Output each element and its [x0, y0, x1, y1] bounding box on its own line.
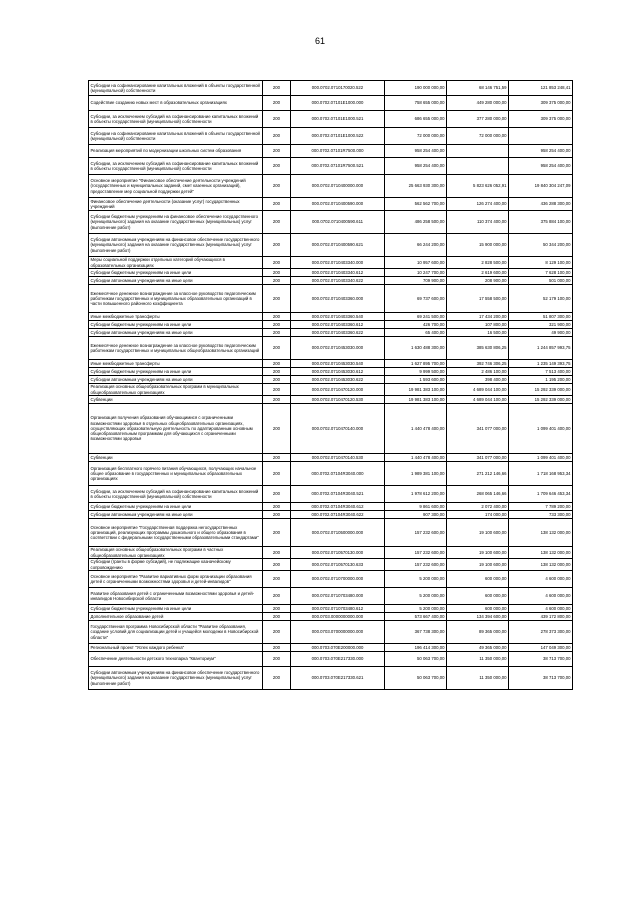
row-classification-cell: 000.0703.0000000000.000 [291, 613, 385, 621]
row-code-cell: 200 [263, 145, 291, 158]
row-classification-cell: 000.0702.07101Е1000.521 [291, 111, 385, 128]
row-unexecuted-amount-cell: 4 600 000,00 [509, 571, 573, 588]
row-code-cell: 200 [263, 621, 291, 644]
row-approved-amount-cell: 367 738 300,00 [385, 621, 447, 644]
row-executed-amount-cell: 11 350 000,00 [447, 667, 509, 690]
row-classification-cell: 000.0702.0710700000.000 [291, 571, 385, 588]
row-name-cell: Основное мероприятие "Финансовое обеспечение деятельности учреждений (государственных и муниципальных заданий, смет казенных организаций), предоставление мер социальной поддержки детей" [89, 175, 263, 198]
row-name-cell: Содействие созданию новых мест в образовательных организациях [89, 96, 263, 111]
row-approved-amount-cell: 10 957 600,00 [385, 257, 447, 269]
row-code-cell: 200 [263, 462, 291, 486]
row-unexecuted-amount-cell: 321 900,00 [509, 321, 573, 329]
row-unexecuted-amount-cell: 375 884 100,00 [509, 211, 573, 234]
row-unexecuted-amount-cell: 7 789 200,00 [509, 503, 573, 511]
row-name-cell: Организация получения образования обучающимися с ограниченными возможностями здоровья в отдельных общеобразовательных организациях, осуществляющих образовательную деятельность по адаптированным основным общеобразовательным программам для обучающихся с ограниченными возможностями здоровья [89, 404, 263, 454]
row-classification-cell: 000.0702.0710453030.612 [291, 368, 385, 376]
table-row [89, 605, 573, 613]
row-approved-amount-cell: 686 655 000,00 [385, 111, 447, 128]
row-code-cell: 200 [263, 211, 291, 234]
row-executed-amount-cell: 2 619 600,00 [447, 269, 509, 277]
row-code-cell: 200 [263, 667, 291, 690]
row-executed-amount-cell: 134 394 600,00 [447, 613, 509, 621]
row-executed-amount-cell: 16 500,00 [447, 329, 509, 337]
row-approved-amount-cell: 157 232 600,00 [385, 519, 447, 547]
row-unexecuted-amount-cell: 501 000,00 [509, 277, 573, 285]
row-approved-amount-cell: 573 667 400,00 [385, 613, 447, 621]
row-executed-amount-cell: 600 000,00 [447, 605, 509, 613]
row-executed-amount-cell: 49 365 000,00 [447, 644, 509, 652]
row-classification-cell: 000.0702.0710453030.622 [291, 376, 385, 384]
row-name-cell: Субсидии автономным учреждениям на иные цели [89, 376, 263, 384]
row-classification-cell: 000.0702.0710403340.000 [291, 257, 385, 269]
row-name-cell: Реализация мероприятий по модернизации школьных систем образования [89, 145, 263, 158]
row-classification-cell: 000.0702.07101Е1000.522 [291, 128, 385, 145]
row-approved-amount-cell: 426 700,00 [385, 321, 447, 329]
row-code-cell: 200 [263, 376, 291, 384]
row-executed-amount-cell: 17 434 200,00 [447, 313, 509, 321]
row-name-cell: Государственная программа Новосибирской области "Развитие образования, создание условий для социализации детей и учащейся молодежи в Новосибирской области" [89, 621, 263, 644]
row-name-cell: Субсидии бюджетным учреждениям на иные цели [89, 368, 263, 376]
row-approved-amount-cell: 1 627 895 700,00 [385, 360, 447, 368]
row-executed-amount-cell: 385 630 806,25 [447, 337, 509, 360]
table-row [89, 559, 573, 571]
row-code-cell: 200 [263, 285, 291, 313]
row-executed-amount-cell: 377 280 000,00 [447, 111, 509, 128]
row-name-cell: Региональный проект "Успех каждого ребенка" [89, 644, 263, 652]
row-executed-amount-cell: 341 077 000,00 [447, 454, 509, 462]
row-approved-amount-cell: 9 999 500,00 [385, 368, 447, 376]
row-executed-amount-cell: 19 100 600,00 [447, 547, 509, 559]
row-code-cell: 200 [263, 571, 291, 588]
row-executed-amount-cell: 19 100 600,00 [447, 559, 509, 571]
row-executed-amount-cell [447, 158, 509, 175]
row-code-cell: 200 [263, 96, 291, 111]
table-row [89, 588, 573, 605]
row-unexecuted-amount-cell: 51 807 300,00 [509, 313, 573, 321]
table-row [89, 404, 573, 454]
row-executed-amount-cell: 174 000,00 [447, 511, 509, 519]
table-row [89, 360, 573, 368]
table-row [89, 511, 573, 519]
table-row [89, 128, 573, 145]
row-classification-cell: 000.0702.07104R3040.612 [291, 503, 385, 511]
row-unexecuted-amount-cell: 1 244 857 993,75 [509, 337, 573, 360]
row-code-cell: 200 [263, 559, 291, 571]
table-row [89, 547, 573, 559]
table-row [89, 234, 573, 257]
row-unexecuted-amount-cell: 15 292 339 000,00 [509, 384, 573, 396]
row-executed-amount-cell: 600 000,00 [447, 571, 509, 588]
table-row [89, 313, 573, 321]
row-unexecuted-amount-cell: 1 235 149 393,75 [509, 360, 573, 368]
row-classification-cell: 000.0702.0710570130.000 [291, 547, 385, 559]
row-classification-cell: 000.0702.0710170020.522 [291, 81, 385, 96]
table-row [89, 158, 573, 175]
table-row [89, 621, 573, 644]
row-executed-amount-cell: 392 746 306,25 [447, 360, 509, 368]
row-unexecuted-amount-cell: 121 853 248,41 [509, 81, 573, 96]
row-code-cell: 200 [263, 128, 291, 145]
row-unexecuted-amount-cell: 7 628 100,00 [509, 269, 573, 277]
row-classification-cell: 000.0702.0710703480.000 [291, 588, 385, 605]
row-unexecuted-amount-cell: 958 254 400,00 [509, 158, 573, 175]
table-row [89, 111, 573, 128]
row-approved-amount-cell: 5 200 000,00 [385, 571, 447, 588]
row-classification-cell: 000.0702.0710403360.612 [291, 321, 385, 329]
row-approved-amount-cell: 5 200 000,00 [385, 605, 447, 613]
budget-table [88, 80, 573, 690]
row-code-cell: 200 [263, 396, 291, 404]
row-approved-amount-cell: 1 440 478 400,00 [385, 454, 447, 462]
row-name-cell: Реализация основных общеобразовательных программ в муниципальных общеобразовательных организациях [89, 384, 263, 396]
row-unexecuted-amount-cell: 4 600 000,00 [509, 605, 573, 613]
row-code-cell: 200 [263, 269, 291, 277]
row-unexecuted-amount-cell: 19 840 304 247,09 [509, 175, 573, 198]
row-name-cell: Субсидии (гранты в форме субсидий), не подлежащие казначейскому сопровождению [89, 559, 263, 571]
table-row [89, 613, 573, 621]
row-name-cell: Дополнительное образование детей [89, 613, 263, 621]
table-row [89, 269, 573, 277]
row-classification-cell: 000.0702.0710400590.611 [291, 211, 385, 234]
row-classification-cell: 000.0702.0710403360.622 [291, 329, 385, 337]
row-executed-amount-cell: 107 800,00 [447, 321, 509, 329]
row-name-cell: Субсидии автономным учреждениям на иные цели [89, 511, 263, 519]
row-approved-amount-cell: 1 630 488 300,00 [385, 337, 447, 360]
row-approved-amount-cell: 10 247 700,00 [385, 269, 447, 277]
row-unexecuted-amount-cell: 436 288 300,00 [509, 198, 573, 211]
row-classification-cell: 000.0702.07104R3040.521 [291, 486, 385, 503]
table-row [89, 257, 573, 269]
row-approved-amount-cell: 562 562 700,00 [385, 198, 447, 211]
row-name-cell: Субсидии бюджетным учреждениям на иные цели [89, 269, 263, 277]
row-name-cell: Субсидии автономным учреждениям на финансовое обеспечение государственного (муниципального) задания на оказание государственных (муниципальных) услуг (выполнение работ) [89, 234, 263, 257]
table-row [89, 644, 573, 652]
row-code-cell: 200 [263, 313, 291, 321]
table-row [89, 454, 573, 462]
row-executed-amount-cell: 2 072 400,00 [447, 503, 509, 511]
row-classification-cell: 000.0702.0710400590.621 [291, 234, 385, 257]
row-approved-amount-cell: 50 063 700,00 [385, 667, 447, 690]
row-unexecuted-amount-cell: 8 129 100,00 [509, 257, 573, 269]
row-name-cell: Субсидии, за исключением субсидий на софинансирование капитальных вложений в объекты государственной (муниципальной) собственности [89, 158, 263, 175]
table-row [89, 384, 573, 396]
row-name-cell: Иные межбюджетные трансферты [89, 360, 263, 368]
row-classification-cell: 000.0703.070Е200000.000 [291, 644, 385, 652]
row-unexecuted-amount-cell: 38 713 700,00 [509, 652, 573, 667]
row-code-cell: 200 [263, 644, 291, 652]
row-unexecuted-amount-cell: 7 513 400,00 [509, 368, 573, 376]
row-code-cell: 200 [263, 257, 291, 269]
row-executed-amount-cell: 15 900 000,00 [447, 234, 509, 257]
row-classification-cell: 000.0702.0710400590.000 [291, 198, 385, 211]
row-executed-amount-cell: 208 900,00 [447, 277, 509, 285]
table-row [89, 285, 573, 313]
row-code-cell: 200 [263, 360, 291, 368]
row-code-cell: 200 [263, 175, 291, 198]
row-approved-amount-cell: 69 737 600,00 [385, 285, 447, 313]
row-unexecuted-amount-cell: 138 132 000,00 [509, 519, 573, 547]
row-classification-cell: 000.0702.0710703480.612 [291, 605, 385, 613]
row-code-cell: 200 [263, 337, 291, 360]
row-name-cell: Субвенции [89, 454, 263, 462]
row-name-cell: Иные межбюджетные трансферты [89, 313, 263, 321]
row-executed-amount-cell: 271 212 146,66 [447, 462, 509, 486]
table-row [89, 337, 573, 360]
row-code-cell: 200 [263, 111, 291, 128]
row-approved-amount-cell: 157 232 600,00 [385, 559, 447, 571]
row-unexecuted-amount-cell: 38 713 700,00 [509, 667, 573, 690]
row-approved-amount-cell: 958 254 400,00 [385, 158, 447, 175]
row-executed-amount-cell: 110 374 400,00 [447, 211, 509, 234]
row-classification-cell: 000.0702.0710500000.000 [291, 519, 385, 547]
row-name-cell: Финансовое обеспечение деятельности (оказание услуг) государственных учреждений [89, 198, 263, 211]
row-unexecuted-amount-cell: 1 195 200,00 [509, 376, 573, 384]
row-unexecuted-amount-cell: 278 373 300,00 [509, 621, 573, 644]
row-unexecuted-amount-cell: 138 132 000,00 [509, 559, 573, 571]
row-code-cell: 200 [263, 158, 291, 175]
row-approved-amount-cell: 50 063 700,00 [385, 652, 447, 667]
table-row [89, 175, 573, 198]
row-code-cell: 200 [263, 486, 291, 503]
row-code-cell: 200 [263, 613, 291, 621]
row-unexecuted-amount-cell: 733 300,00 [509, 511, 573, 519]
row-classification-cell: 000.0702.0710453030.000 [291, 337, 385, 360]
row-unexecuted-amount-cell: 4 600 000,00 [509, 588, 573, 605]
row-executed-amount-cell: 11 350 000,00 [447, 652, 509, 667]
row-unexecuted-amount-cell: 439 172 800,00 [509, 613, 573, 621]
row-classification-cell: 000.0702.0710470120.530 [291, 396, 385, 404]
table-row [89, 145, 573, 158]
row-code-cell: 200 [263, 368, 291, 376]
row-code-cell: 200 [263, 519, 291, 547]
row-approved-amount-cell: 907 300,00 [385, 511, 447, 519]
row-name-cell: Субсидии бюджетным учреждениям на иные цели [89, 503, 263, 511]
page-number: 61 [314, 36, 325, 46]
row-approved-amount-cell: 958 254 400,00 [385, 145, 447, 158]
row-name-cell: Меры социальной поддержки отдельных категорий обучающихся в образовательных организациях [89, 257, 263, 269]
table-row [89, 81, 573, 96]
row-classification-cell: 000.0702.0710403360.000 [291, 285, 385, 313]
table-row [89, 462, 573, 486]
row-unexecuted-amount-cell: 52 179 100,00 [509, 285, 573, 313]
table-row [89, 321, 573, 329]
row-classification-cell: 000.0702.0710470140.000 [291, 404, 385, 454]
row-executed-amount-cell: 89 365 000,00 [447, 621, 509, 644]
row-unexecuted-amount-cell: 958 254 400,00 [509, 145, 573, 158]
row-executed-amount-cell: 398 400,00 [447, 376, 509, 384]
row-approved-amount-cell: 709 900,00 [385, 277, 447, 285]
row-code-cell: 200 [263, 198, 291, 211]
row-code-cell: 200 [263, 511, 291, 519]
row-code-cell: 200 [263, 588, 291, 605]
row-executed-amount-cell: 449 280 000,00 [447, 96, 509, 111]
row-unexecuted-amount-cell: 1 099 401 400,00 [509, 404, 573, 454]
row-unexecuted-amount-cell: 1 099 401 400,00 [509, 454, 573, 462]
row-name-cell: Субсидии автономным учреждениям на финансовое обеспечение государственного (муниципального) задания на оказание государственных (муниципальных) услуг (выполнение работ) [89, 667, 263, 690]
row-executed-amount-cell: 126 274 400,00 [447, 198, 509, 211]
row-executed-amount-cell: 72 000 000,00 [447, 128, 509, 145]
row-executed-amount-cell: 2 828 500,00 [447, 257, 509, 269]
row-unexecuted-amount-cell: 49 900,00 [509, 329, 573, 337]
table-row [89, 211, 573, 234]
row-approved-amount-cell: 1 440 478 400,00 [385, 404, 447, 454]
table-row [89, 486, 573, 503]
row-classification-cell: 000.0702.0710403340.622 [291, 277, 385, 285]
row-classification-cell: 000.0702.0710403360.540 [291, 313, 385, 321]
budget-table-body [89, 81, 573, 690]
row-executed-amount-cell: 4 689 044 100,00 [447, 396, 509, 404]
row-unexecuted-amount-cell [509, 128, 573, 145]
row-approved-amount-cell: 486 258 500,00 [385, 211, 447, 234]
row-code-cell: 200 [263, 234, 291, 257]
row-approved-amount-cell: 69 241 500,00 [385, 313, 447, 321]
row-approved-amount-cell: 190 000 000,00 [385, 81, 447, 96]
row-classification-cell: 000.0702.0710570130.633 [291, 559, 385, 571]
row-name-cell: Основное мероприятие "Развитие вариативных форм организации образования детей с ограниченными возможностями здоровья и детей-инвалидов" [89, 571, 263, 588]
row-approved-amount-cell: 1 978 612 200,00 [385, 486, 447, 503]
row-approved-amount-cell: 196 414 300,00 [385, 644, 447, 652]
row-code-cell: 200 [263, 547, 291, 559]
row-approved-amount-cell: 1 593 600,00 [385, 376, 447, 384]
table-row [89, 277, 573, 285]
row-name-cell: Субсидии автономным учреждениям на иные цели [89, 277, 263, 285]
row-name-cell: Ежемесячное денежное вознаграждение за классное руководство педагогическим работникам государственных и муниципальных образовательных организаций в части повышенного районного коэффициента [89, 285, 263, 313]
row-executed-amount-cell: 68 146 751,59 [447, 81, 509, 96]
row-classification-cell: 000.0702.07104R3040.622 [291, 511, 385, 519]
row-code-cell: 200 [263, 277, 291, 285]
row-classification-cell: 000.0703.070Е217330.621 [291, 667, 385, 690]
row-name-cell: Реализация основных общеобразовательных программ в частных общеобразовательных организациях [89, 547, 263, 559]
table-row [89, 198, 573, 211]
table-row [89, 571, 573, 588]
row-executed-amount-cell: 5 823 626 052,91 [447, 175, 509, 198]
row-classification-cell: 000.0703.070Е217330.000 [291, 652, 385, 667]
table-row [89, 96, 573, 111]
row-code-cell: 200 [263, 652, 291, 667]
table-row [89, 667, 573, 690]
row-classification-cell: 000.0703.0700000000.000 [291, 621, 385, 644]
row-executed-amount-cell: 2 486 100,00 [447, 368, 509, 376]
row-name-cell: Субсидии, за исключением субсидий на софинансирование капитальных вложений в объекты государственной (муниципальной) собственности [89, 111, 263, 128]
row-code-cell: 200 [263, 404, 291, 454]
row-name-cell: Основное мероприятие "Государственная поддержка негосударственных организаций, реализующих программы дошкольного и общего образования в соответствии с федеральными государственными образовательными стандартами" [89, 519, 263, 547]
row-executed-amount-cell [447, 145, 509, 158]
row-name-cell: Субсидии, за исключением субсидий на софинансирование капитальных вложений в объекты государственной (муниципальной) собственности [89, 486, 263, 503]
row-name-cell: Ежемесячное денежное вознаграждение за классное руководство педагогическим работникам государственных и муниципальных общеобразовательных организаций [89, 337, 263, 360]
row-unexecuted-amount-cell: 309 375 000,00 [509, 96, 573, 111]
row-name-cell: Субсидии бюджетным учреждениям на иные цели [89, 605, 263, 613]
table-row [89, 519, 573, 547]
table-row [89, 396, 573, 404]
row-approved-amount-cell: 66 244 200,00 [385, 234, 447, 257]
row-unexecuted-amount-cell: 147 049 300,00 [509, 644, 573, 652]
row-unexecuted-amount-cell: 15 292 339 000,00 [509, 396, 573, 404]
row-unexecuted-amount-cell: 1 718 168 953,34 [509, 462, 573, 486]
row-code-cell: 200 [263, 321, 291, 329]
table-row [89, 503, 573, 511]
row-executed-amount-cell: 268 065 146,66 [447, 486, 509, 503]
row-classification-cell: 000.0702.0710470140.530 [291, 454, 385, 462]
row-name-cell: Субсидии бюджетным учреждениям на иные цели [89, 321, 263, 329]
row-executed-amount-cell: 600 000,00 [447, 588, 509, 605]
row-approved-amount-cell: 72 000 000,00 [385, 128, 447, 145]
row-name-cell: Субсидии бюджетным учреждениям на финансовое обеспечение государственного (муниципального) задания на оказание государственных (муниципальных) услуг (выполнение работ) [89, 211, 263, 234]
row-code-cell: 200 [263, 503, 291, 511]
row-unexecuted-amount-cell: 50 344 200,00 [509, 234, 573, 257]
row-name-cell: Организация бесплатного горячего питания обучающихся, получающих начальное общее образование в государственных и муниципальных образовательных организациях [89, 462, 263, 486]
row-approved-amount-cell: 157 232 600,00 [385, 547, 447, 559]
row-unexecuted-amount-cell: 309 375 000,00 [509, 111, 573, 128]
row-classification-cell: 000.0702.0710403340.612 [291, 269, 385, 277]
table-row [89, 329, 573, 337]
row-code-cell: 200 [263, 81, 291, 96]
row-classification-cell: 000.0702.0710453030.540 [291, 360, 385, 368]
row-name-cell: Субсидии на софинансирование капитальных вложений в объекты государственной (муниципальной) собственности [89, 128, 263, 145]
row-code-cell: 200 [263, 384, 291, 396]
row-unexecuted-amount-cell: 1 709 646 453,34 [509, 486, 573, 503]
row-executed-amount-cell: 4 689 044 100,00 [447, 384, 509, 396]
table-row [89, 368, 573, 376]
row-approved-amount-cell: 19 981 383 100,00 [385, 396, 447, 404]
row-name-cell: Обеспечение деятельности детского технопарка "Кванториум" [89, 652, 263, 667]
row-name-cell: Субсидии автономным учреждениям на иные цели [89, 329, 263, 337]
table-row [89, 376, 573, 384]
row-approved-amount-cell: 25 663 930 300,00 [385, 175, 447, 198]
row-name-cell: Развитие образования детей с ограниченными возможностями здоровья и детей-инвалидов Новосибирской области [89, 588, 263, 605]
row-classification-cell: 000.0702.07101R7500.000 [291, 145, 385, 158]
row-approved-amount-cell: 65 400,00 [385, 329, 447, 337]
row-classification-cell: 000.0702.07101R7500.521 [291, 158, 385, 175]
row-code-cell: 200 [263, 329, 291, 337]
row-approved-amount-cell: 758 655 000,00 [385, 96, 447, 111]
row-approved-amount-cell: 5 200 000,00 [385, 588, 447, 605]
row-classification-cell: 000.0702.07104R3040.000 [291, 462, 385, 486]
row-approved-amount-cell: 19 981 383 100,00 [385, 384, 447, 396]
row-classification-cell: 000.0702.07101Е1000.000 [291, 96, 385, 111]
row-name-cell: Субвенции [89, 396, 263, 404]
row-code-cell: 200 [263, 605, 291, 613]
row-executed-amount-cell: 341 077 000,00 [447, 404, 509, 454]
row-approved-amount-cell: 1 989 381 100,00 [385, 462, 447, 486]
row-code-cell: 200 [263, 454, 291, 462]
row-approved-amount-cell: 9 861 600,00 [385, 503, 447, 511]
row-name-cell: Субсидии на софинансирование капитальных вложений в объекты государственной (муниципальной) собственности [89, 81, 263, 96]
row-classification-cell: 000.0702.0710470120.000 [291, 384, 385, 396]
row-executed-amount-cell: 17 558 500,00 [447, 285, 509, 313]
row-executed-amount-cell: 19 100 600,00 [447, 519, 509, 547]
table-row [89, 652, 573, 667]
row-classification-cell: 000.0702.0710400000.000 [291, 175, 385, 198]
row-unexecuted-amount-cell: 138 132 000,00 [509, 547, 573, 559]
